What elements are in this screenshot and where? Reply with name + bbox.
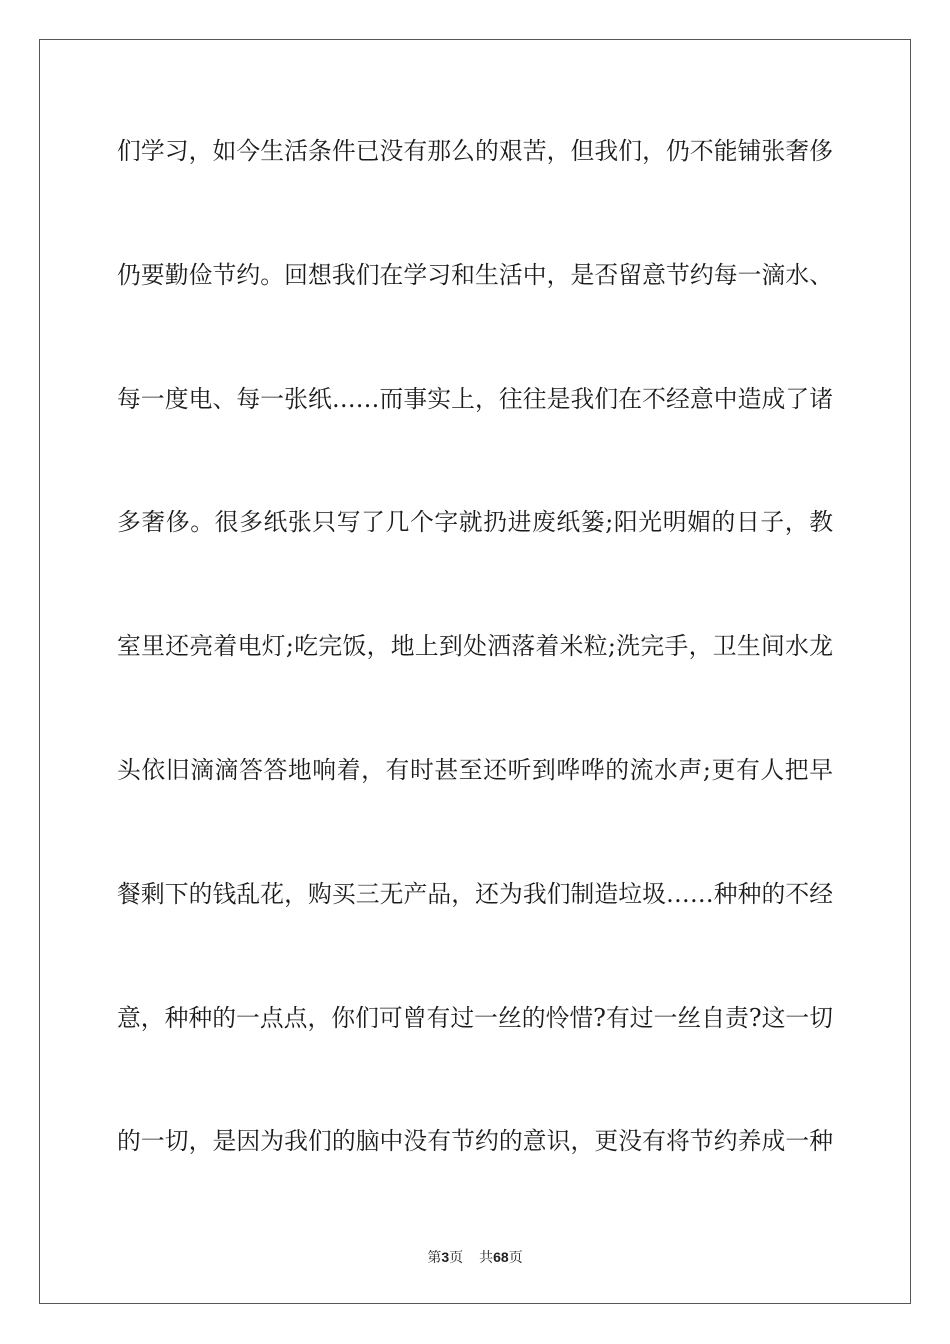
text-line-5: 室里还亮着电灯;吃完饭，地上到处洒落着米粒;洗完手，卫生间水龙 [117,632,833,661]
text-line-2: 仍要勤俭节约。回想我们在学习和生活中，是否留意节约每一滴水、 [117,260,833,289]
page-number: 3 [441,1249,450,1265]
total-pages: 68 [493,1249,509,1265]
total-label [479,1250,523,1266]
page-label [427,1250,463,1266]
text-line-8: 意，种种的一点点，你们可曾有过一丝的怜惜?有过一丝自责?这一切 [117,1003,833,1032]
text-line-4: 多奢侈。很多纸张只写了几个字就扔进废纸篓;阳光明媚的日子，教 [117,508,833,537]
page-footer [0,1247,950,1268]
text-line-6: 头依旧滴滴答答地响着，有时甚至还听到哗哗的流水声;更有人把早 [117,755,833,784]
text-line-3: 每一度电、每一张纸……而事实上，往往是我们在不经意中造成了诸 [117,384,833,413]
page-suffix: 页 [449,1250,464,1266]
text-line-9: 的一切，是因为我们的脑中没有节约的意识，更没有将节约养成一种 [117,1127,833,1156]
document-body [117,125,833,1239]
page-prefix: 第 [427,1250,442,1266]
text-line-7: 餐剩下的钱乱花，购买三无产品，还为我们制造垃圾……种种的不经 [117,879,833,908]
text-line-1: 们学习，如今生活条件已没有那么的艰苦，但我们，仍不能铺张奢侈 [117,137,833,165]
total-suffix: 页 [508,1250,523,1266]
total-prefix: 共 [479,1250,494,1266]
